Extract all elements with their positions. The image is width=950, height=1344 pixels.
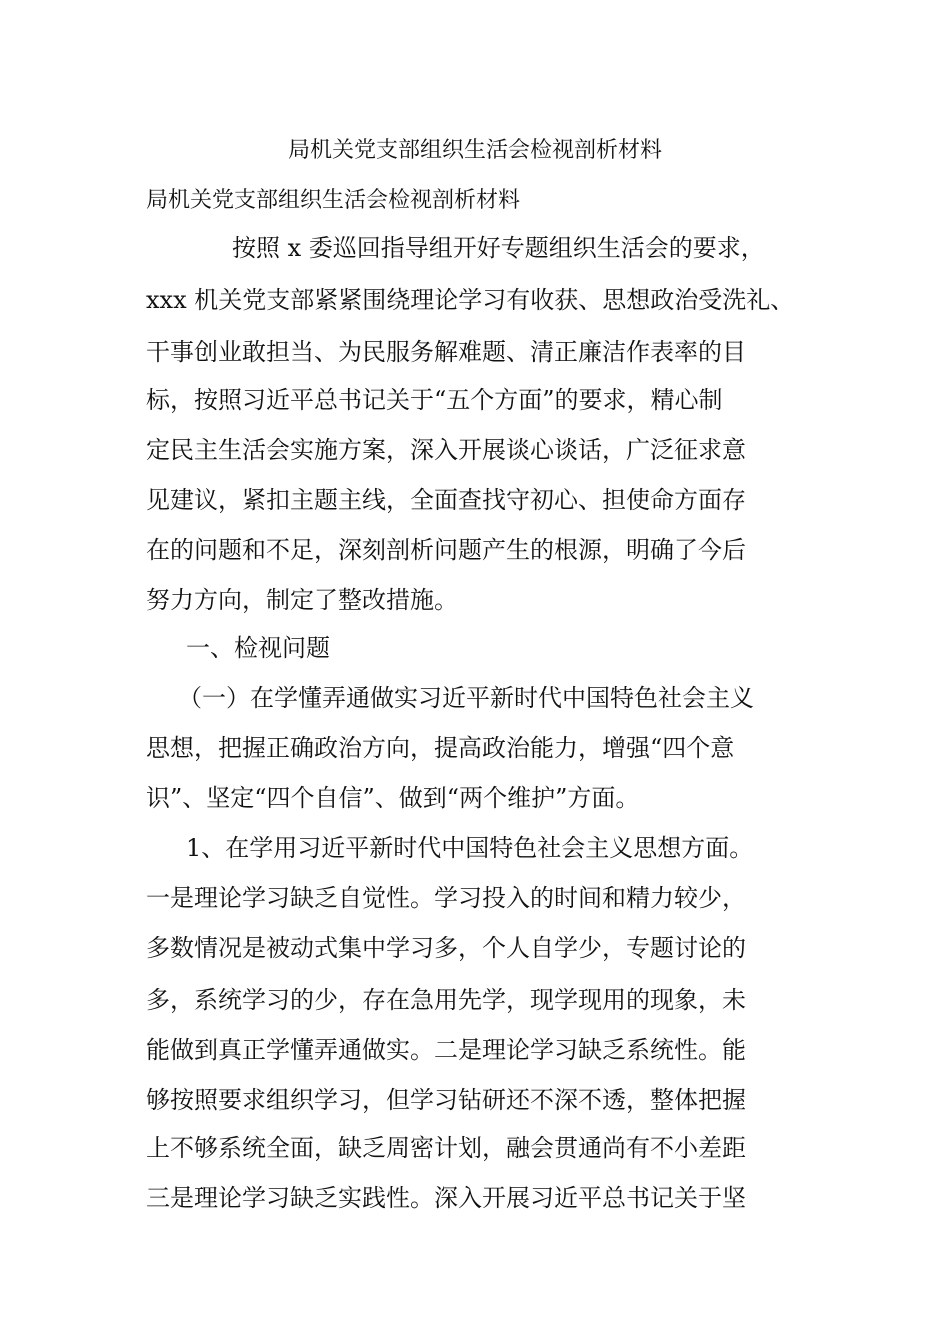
section-heading: 一、检视问题 — [186, 634, 330, 662]
body-line: （一）在学懂弄通做实习近平新时代中国特色社会主义 — [178, 684, 754, 712]
body-line: 干事创业敢担当、为民服务解难题、清正廉洁作表率的目 — [146, 338, 746, 366]
body-line: 按照 x 委巡回指导组开好专题组织生活会的要求， — [232, 234, 765, 262]
body-line: 1、在学用习近平新时代中国特色社会主义思想方面。 — [186, 834, 754, 862]
body-line: xxx 机关党支部紧紧围绕理论学习有收获、思想政治受洗礼、 — [146, 286, 795, 314]
body-line: 努力方向，制定了整改措施。 — [146, 586, 458, 614]
body-line: 标，按照习近平总书记关于“五个方面”的要求，精心制 — [146, 386, 723, 414]
body-line: 上不够系统全面，缺乏周密计划，融会贯通尚有不小差距 — [146, 1134, 746, 1162]
body-line: 定民主生活会实施方案，深入开展谈心谈话，广泛征求意 — [146, 436, 746, 464]
body-line: 一是理论学习缺乏自觉性。学习投入的时间和精力较少， — [146, 884, 746, 912]
body-line: 在的问题和不足，深刻剖析问题产生的根源，明确了今后 — [146, 536, 746, 564]
body-line: 三是理论学习缺乏实践性。深入开展习近平总书记关于坚 — [146, 1184, 746, 1212]
body-line: 多数情况是被动式集中学习多，个人自学少，专题讨论的 — [146, 934, 746, 962]
document-subtitle: 局机关党支部组织生活会检视剖析材料 — [146, 188, 521, 213]
body-line: 见建议，紧扣主题主线，全面查找守初心、担使命方面存 — [146, 486, 746, 514]
body-line: 识”、坚定“四个自信”、做到“两个维护”方面。 — [146, 784, 640, 812]
body-line: 多，系统学习的少，存在急用先学，现学现用的现象，未 — [146, 986, 746, 1014]
body-line: 够按照要求组织学习，但学习钻研还不深不透，整体把握 — [146, 1086, 746, 1114]
body-line: 思想，把握正确政治方向，提高政治能力，增强“四个意 — [146, 734, 735, 762]
document-title: 局机关党支部组织生活会检视剖析材料 — [287, 138, 662, 163]
body-line: 能做到真正学懂弄通做实。二是理论学习缺乏系统性。能 — [146, 1036, 746, 1064]
